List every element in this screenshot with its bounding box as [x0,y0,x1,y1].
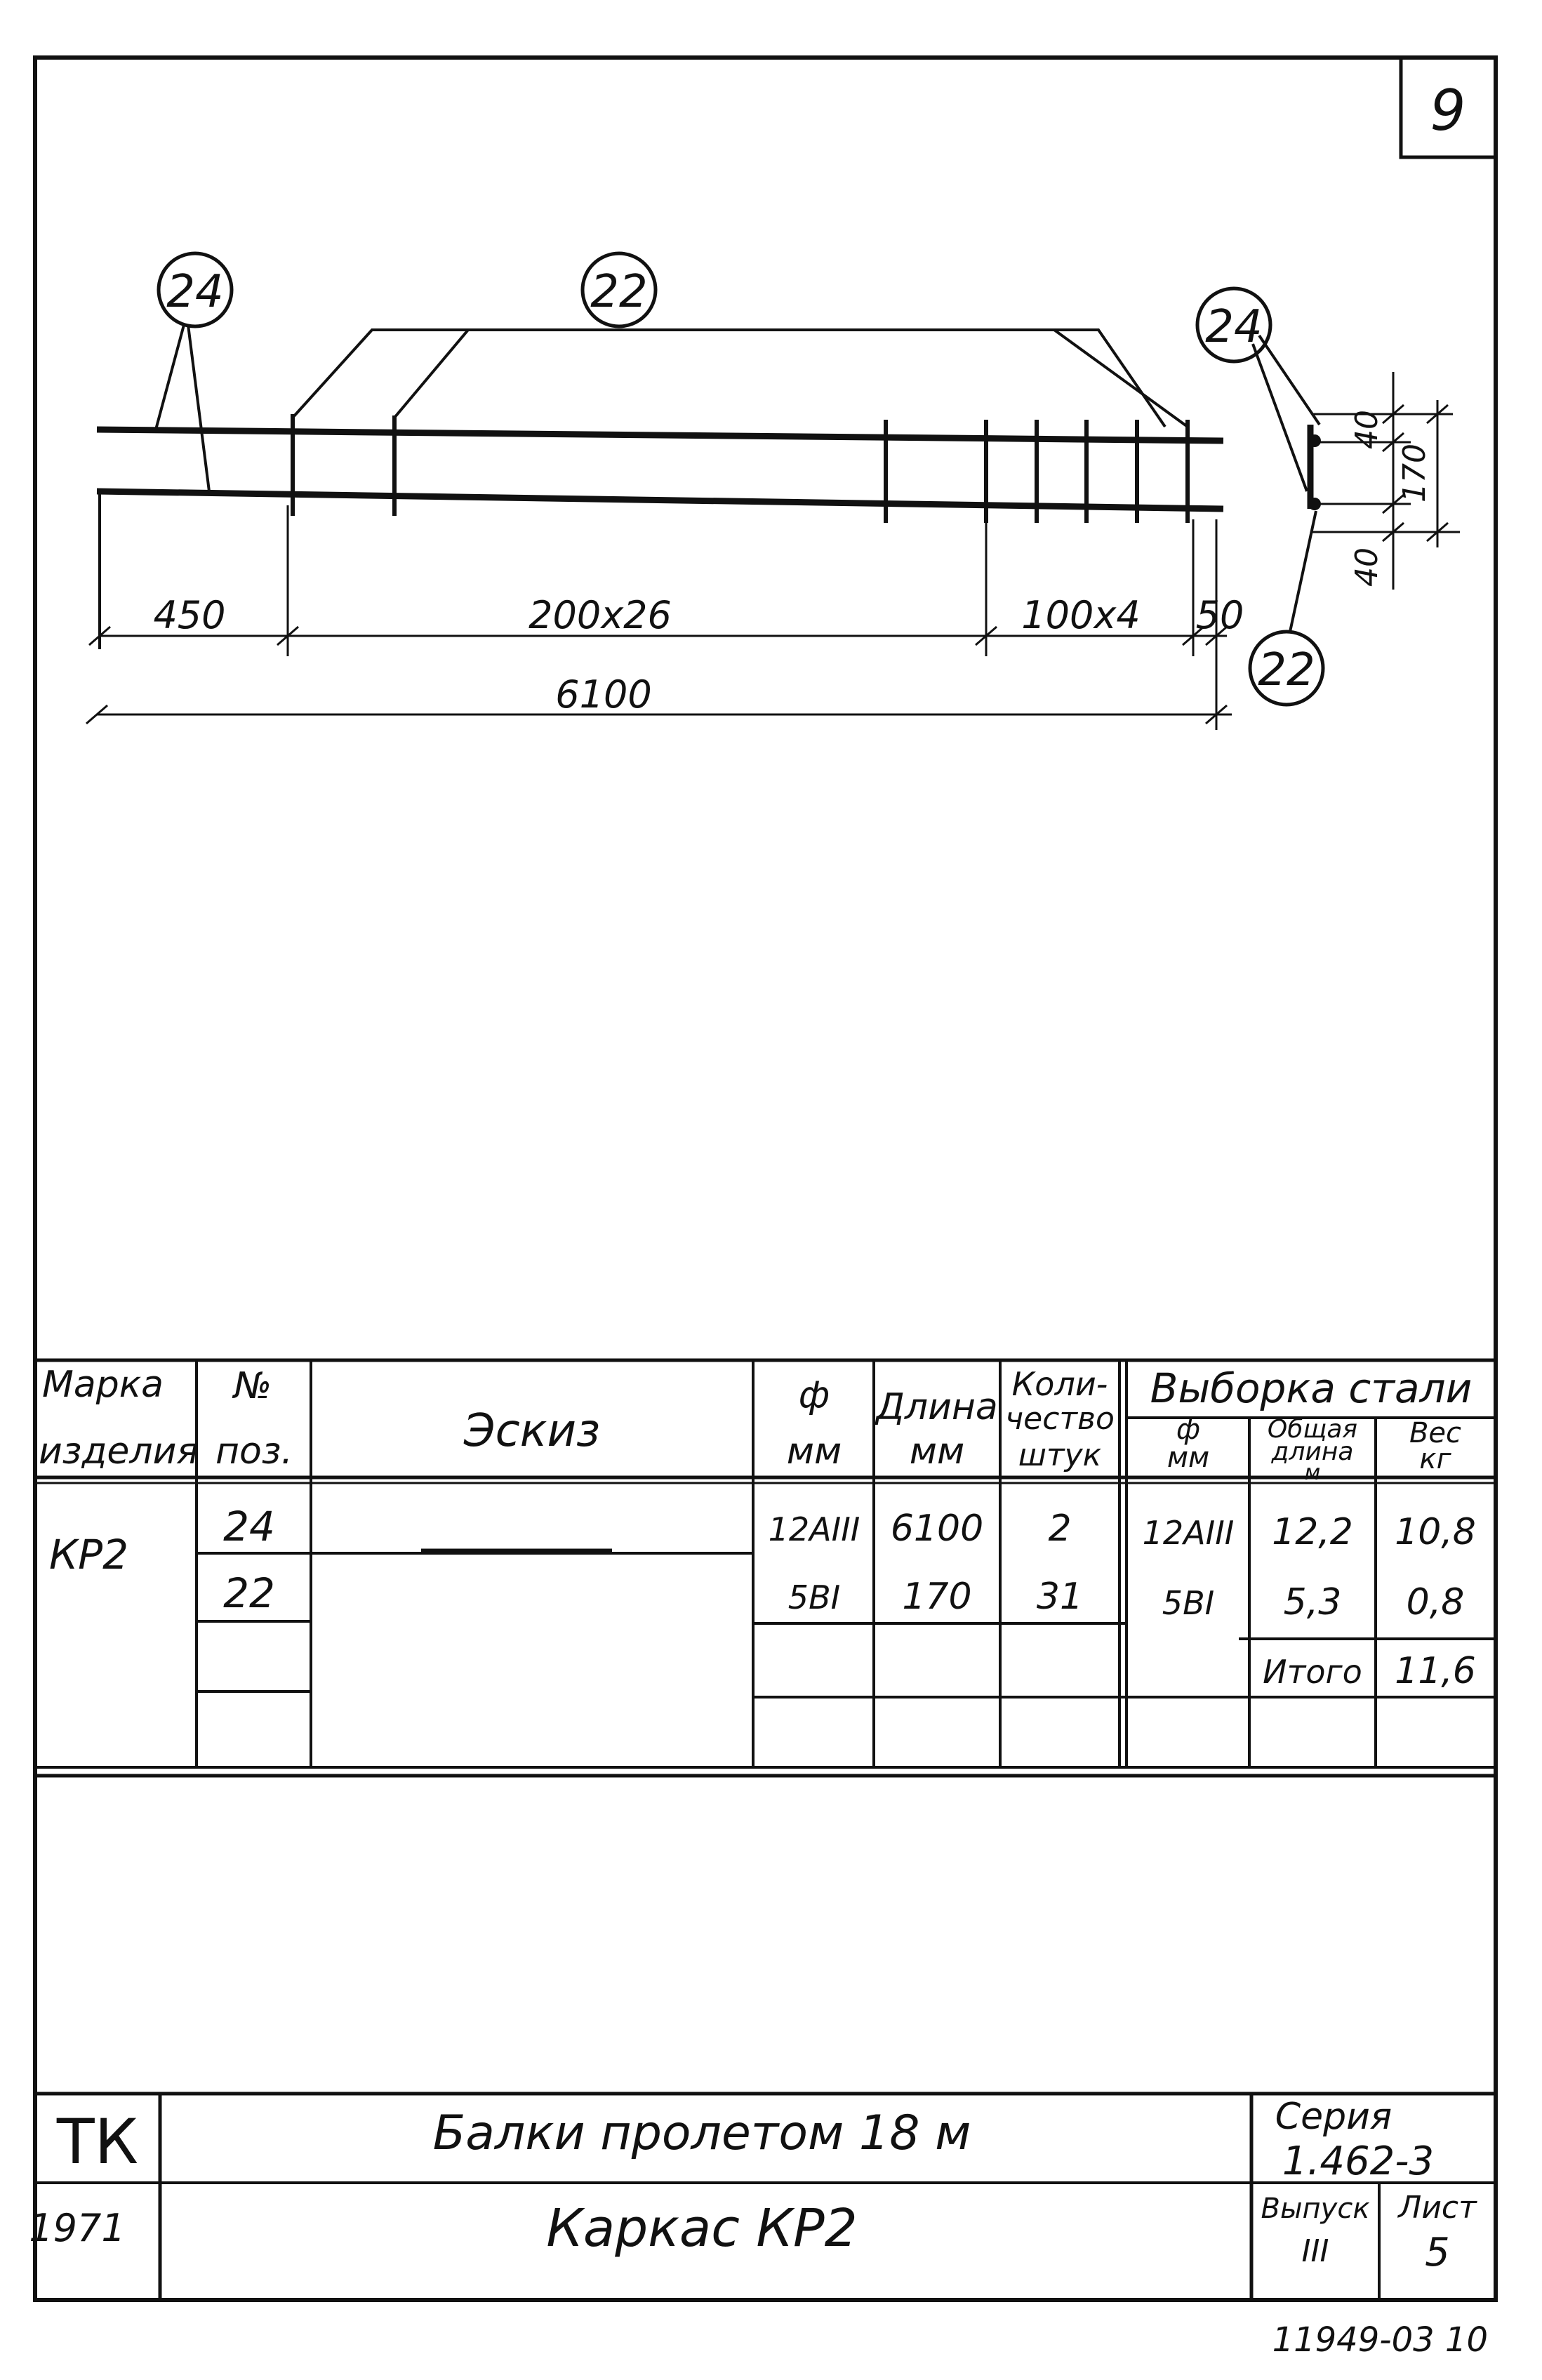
cross-section [1308,372,1460,590]
svg-text:Марка: Марка [42,1364,164,1406]
total-row [1263,1650,1476,1692]
svg-text:поз.: поз. [215,1430,293,1472]
sheet-number-box [1401,58,1496,157]
svg-text:Вес: Вес [1409,1417,1462,1449]
svg-text:длина: длина [1271,1437,1354,1466]
svg-text:40: 40 [1349,547,1385,587]
mark-value: КР2 [49,1531,129,1578]
svg-text:24: 24 [166,266,224,318]
svg-text:5BI: 5BI [787,1578,841,1616]
svg-text:31: 31 [1036,1576,1084,1618]
svg-text:10,8: 10,8 [1395,1511,1476,1553]
table-row [223,1569,1083,1618]
svg-text:12АIII: 12АIII [768,1510,860,1548]
position-tag-24-right [1197,288,1270,361]
dim-6100: 6100 [555,672,652,717]
table-header [39,1364,1472,1485]
svg-text:6100: 6100 [890,1508,984,1550]
title-block [29,2094,1496,2300]
svg-text:Итого: Итого [1263,1653,1362,1691]
sheet-frame [35,58,1496,2300]
svg-text:Длина: Длина [876,1386,998,1428]
svg-text:5,3: 5,3 [1283,1581,1342,1623]
series-label: Серия [1275,2096,1393,2138]
svg-text:22: 22 [590,266,648,318]
svg-text:мм: мм [909,1430,965,1472]
svg-text:ф: ф [1176,1414,1201,1446]
dim-50: 50 [1195,593,1244,637]
org-code: ТК [56,2106,139,2178]
svg-text:2: 2 [1048,1508,1072,1550]
selection-row [1143,1511,1476,1553]
footer-code: 11949-03 10 [1272,2320,1488,2360]
svg-text:кг: кг [1419,1443,1451,1475]
svg-text:12,2: 12,2 [1272,1511,1353,1553]
issue-label: Выпуск [1261,2193,1370,2225]
top-bar [97,430,1223,441]
leader-lines [156,325,1320,632]
cage-drawing [86,253,1460,730]
svg-text:ф: ф [798,1374,830,1416]
svg-text:штук: штук [1018,1437,1102,1473]
drawing-subtitle: Каркас КР2 [546,2198,858,2259]
selection-row [1162,1581,1465,1623]
svg-text:Коли-: Коли- [1011,1365,1108,1403]
svg-text:24: 24 [1205,301,1263,353]
svg-text:24: 24 [223,1503,275,1550]
svg-text:№: № [233,1365,272,1407]
svg-text:11,6: 11,6 [1395,1650,1476,1692]
svg-text:мм: мм [1167,1442,1210,1474]
svg-text:22: 22 [223,1569,275,1617]
table-row [223,1503,1071,1550]
svg-text:12АIII: 12АIII [1142,1514,1235,1552]
sheet-label: Лист [1398,2190,1477,2226]
svg-text:0,8: 0,8 [1406,1581,1465,1623]
series-value: 1.462-3 [1282,2139,1435,2184]
svg-text:40: 40 [1349,410,1385,449]
spec-table [35,1360,1496,1776]
svg-text:Выборка стали: Выборка стали [1150,1364,1473,1412]
svg-text:170: 170 [1397,444,1433,503]
svg-text:чество: чество [1005,1401,1115,1437]
svg-text:Общая: Общая [1267,1415,1358,1444]
position-tag-22-right [1250,632,1323,705]
bottom-bar [97,491,1223,509]
sheet-number: 9 [1430,78,1466,143]
svg-text:22: 22 [1258,644,1315,696]
dim-100x4: 100х4 [1021,593,1141,637]
svg-text:мм: мм [786,1430,842,1472]
position-tag-24-top [159,253,232,326]
dim-200x26: 200х26 [529,593,672,637]
svg-text:изделия: изделия [39,1430,199,1472]
drawing-title: Балки пролетом 18 м [432,2106,971,2161]
svg-text:170: 170 [902,1576,972,1618]
issue-value: III [1301,2233,1329,2269]
position-tag-22-top [583,253,656,326]
svg-text:Эскиз: Эскиз [463,1405,601,1457]
sheet-value: 5 [1425,2230,1450,2275]
svg-text:5BI: 5BI [1162,1584,1215,1622]
svg-text:м: м [1304,1461,1321,1485]
year: 1971 [29,2206,126,2250]
dim-450: 450 [153,593,226,637]
